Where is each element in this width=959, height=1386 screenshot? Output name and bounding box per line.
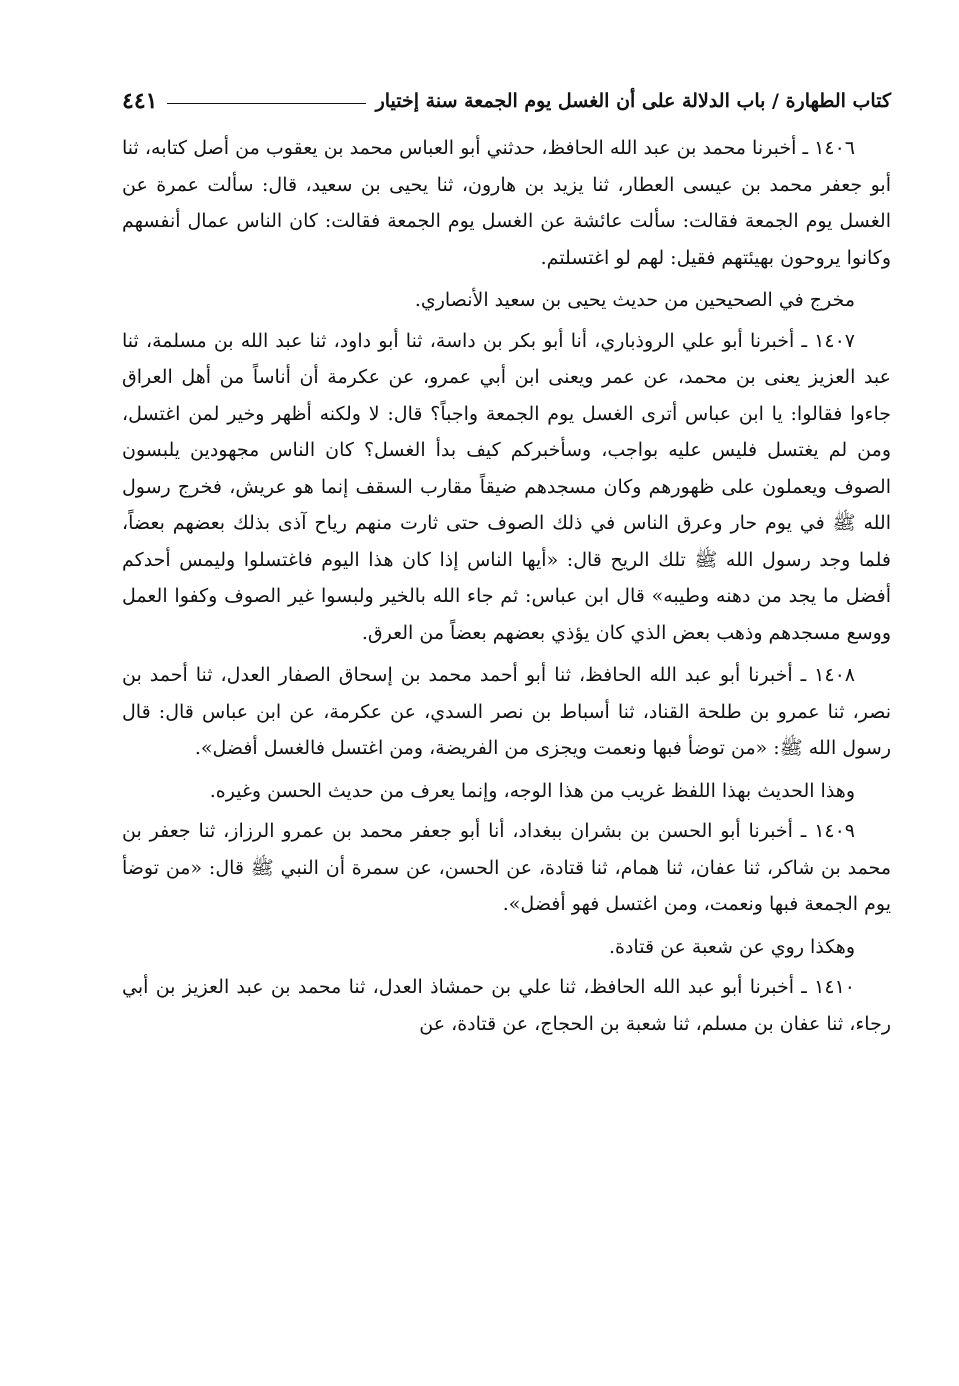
hadith-number: ١٤١٠ [814, 976, 855, 998]
commentary-1409 [122, 929, 891, 966]
commentary-1406 [122, 282, 891, 319]
commentary-text: مخرج في الصحيحين من حديث يحيى بن سعيد الأنصاري. [414, 289, 855, 311]
hadith-number: ١٤٠٦ [814, 137, 855, 159]
hadith-1406 [122, 130, 891, 276]
hadith-text: ـ أخبرنا أبو علي الروذباري، أنا أبو بكر بن داسة، ثنا أبو داود، ثنا عبد الله بن مسلمة، ثنا عبد العزيز يعنى بن محمد، عن عمر ويعنى ابن أبي عمرو، عن عكرمة أن أناساً من أهل العراق جاءوا فقالوا: يا ابن عباس أترى الغسل يوم الجمعة واجباً؟ قال: لا ولكنه أظهر وخير لمن اغتسل، ومن لم يغتسل فليس عليه بواجب، وسأخبركم كيف بدأ الغسل؟ كان الناس مجهودين يلبسون الصوف ويعملون على ظهورهم وكان مسجدهم ضيقاً مقارب السقف إنما هو عريش، فخرج رسول الله ﷺ في يوم حار وعرق الناس في ذلك الصوف حتى ثارت منهم رياح آذى بذلك بعضهم بعضاً، فلما وجد رسول الله ﷺ تلك الريح قال: «أيها الناس إذا كان هذا اليوم فاغتسلوا وليمس أحدكم أفضل ما يجد من دهنه وطيبه» قال ابن عباس: ثم جاء الله بالخير ولبسوا غير الصوف وكفوا العمل ووسع مسجدهم وذهب بعض الذي كان يؤذي بعضهم بعضاً من العرق. [122, 329, 891, 644]
commentary-text: وهذا الحديث بهذا اللفظ غريب من هذا الوجه، وإنما يعرف من حديث الحسن وغيره. [209, 779, 855, 802]
hadith-text: ـ أخبرنا محمد بن عبد الله الحافظ، حدثني أبو العباس محمد بن يعقوب من أصل كتابه، ثنا أبو جعفر محمد بن عيسى العطار، ثنا يزيد بن هارون، ثنا يحيى بن سعيد، قال: سألت عمرة عن الغسل يوم الجمعة فقالت: سألت عائشة عن الغسل يوم الجمعة فقالت: كان الناس عمال أنفسهم وكانوا يروحون بهيئتهم فقيل: لهم لو اغتسلتم. [122, 137, 891, 269]
commentary-1408 [122, 773, 891, 810]
running-header [122, 82, 891, 120]
hadith-number: ١٤٠٩ [814, 820, 856, 842]
hadith-1407 [122, 323, 891, 652]
hadith-text: ـ أخبرنا أبو الحسن بن بشران ببغداد، أنا أبو جعفر محمد بن عمرو الرزاز، ثنا جعفر بن محمد بن شاكر، ثنا عفان، ثنا همام، ثنا قتادة، عن الحسن، عن سمرة أن النبي ﷺ قال: «من توضأ يوم الجمعة فبها ونعمت، ومن اغتسل فهو أفضل». [122, 820, 891, 915]
hadith-number: ١٤٠٨ [814, 664, 855, 686]
commentary-text: وهكذا روي عن شعبة عن قتادة. [608, 935, 855, 958]
hadith-1410 [122, 969, 891, 1042]
hadith-1409 [122, 813, 891, 923]
hadith-text: ـ أخبرنا أبو عبد الله الحافظ، ثنا علي بن حمشاذ العدل، ثنا محمد بن عبد العزيز بن أبي رجاء، ثنا عفان بن مسلم، ثنا شعبة بن الحجاج، عن قتادة، عن [122, 976, 891, 1035]
hadith-text: ـ أخبرنا أبو عبد الله الحافظ، ثنا أبو أحمد محمد بن إسحاق الصفار العدل، ثنا أحمد بن نصر، ثنا عمرو بن طلحة القناد، ثنا أسباط بن نصر السدي، عن عكرمة، عن ابن عباس قال: قال رسول الله ﷺ: «من توضأ فبها ونعمت ويجزى من الفريضة، ومن اغتسل فالغسل أفضل». [122, 664, 891, 759]
page-number: ٤٤١ [122, 88, 158, 114]
hadith-1408 [122, 657, 891, 767]
chapter-title: كتاب الطهارة / باب الدلالة على أن الغسل يوم الجمعة سنة إختيار [375, 90, 891, 112]
body-text [122, 130, 891, 1042]
header-rule [167, 103, 365, 104]
hadith-number: ١٤٠٧ [814, 329, 855, 352]
